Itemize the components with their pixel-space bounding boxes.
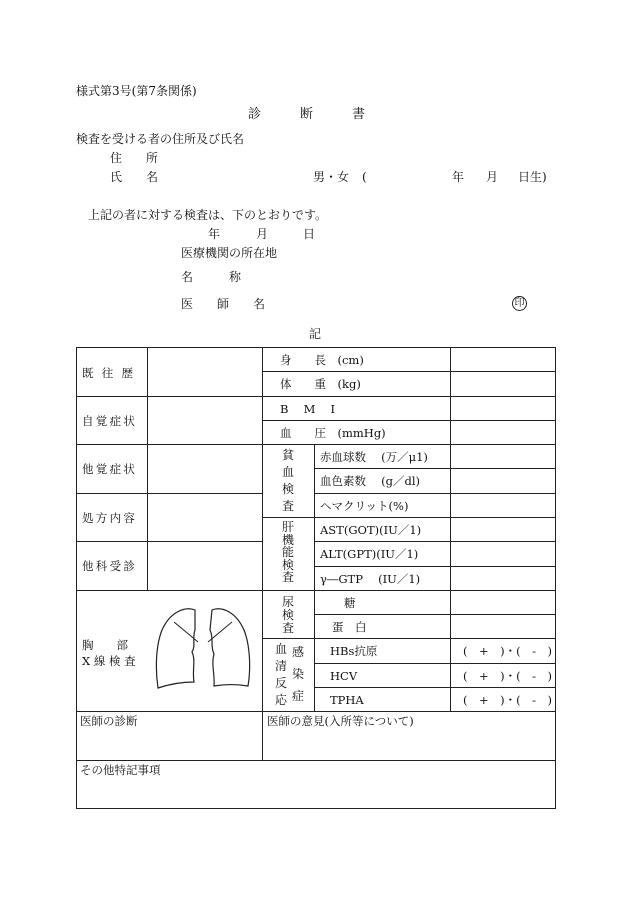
weight-label: 体 重 (kg) bbox=[280, 377, 361, 391]
address-label: 住 所 bbox=[110, 151, 159, 165]
doctor-diagnosis-label: 医師の診断 bbox=[80, 714, 138, 728]
subjective-symptoms-label: 自覚症状 bbox=[82, 414, 138, 428]
urine-sugar-label: 糖 bbox=[344, 596, 356, 610]
date-year-label: 年 bbox=[208, 227, 221, 241]
other-notes-label: その他特記事項 bbox=[80, 763, 161, 777]
other-dept-label: 他科受診 bbox=[82, 559, 138, 573]
height-label: 身 長 (cm) bbox=[280, 353, 364, 367]
hcv-label: HCV bbox=[330, 669, 358, 683]
hbs-result-selector[interactable]: ( + )・( - ) bbox=[463, 644, 552, 658]
statement: 上記の者に対する検査は、下のとおりです。 bbox=[88, 208, 328, 222]
birth-open-paren: ( bbox=[362, 170, 367, 184]
institution-name-label: 名 称 bbox=[181, 270, 242, 284]
prescription-label: 処方内容 bbox=[82, 511, 138, 525]
chest-label: 胸 部 bbox=[82, 638, 128, 652]
name-label: 氏 名 bbox=[110, 170, 159, 184]
hcv-result-selector[interactable]: ( + )・( - ) bbox=[463, 669, 552, 683]
bmi-label: B M I bbox=[280, 402, 336, 416]
objective-symptoms-label: 他覚症状 bbox=[82, 462, 138, 476]
hbs-label: HBs抗原 bbox=[330, 644, 378, 658]
serum-reaction-label: 血 清 反 応 bbox=[274, 642, 287, 707]
past-history-label: 既 往 歴 bbox=[82, 366, 136, 380]
xray-label: X 線 検 査 bbox=[82, 654, 136, 668]
birth-year-label: 年 bbox=[452, 170, 465, 184]
ggtp-label: γ―GTP (IU／1) bbox=[320, 572, 421, 586]
urine-protein-label: 蛋 白 bbox=[332, 620, 367, 634]
ki-heading: 記 bbox=[309, 327, 322, 341]
lung-diagram-icon bbox=[150, 600, 260, 695]
tpha-label: TPHA bbox=[330, 693, 364, 707]
hematocrit-label: ヘマクリット(%) bbox=[320, 499, 409, 513]
liver-test-label: 肝 機 能 検 査 bbox=[281, 520, 294, 584]
tpha-result-selector[interactable]: ( + )・( - ) bbox=[463, 693, 552, 707]
applicant-heading: 検査を受ける者の住所及び氏名 bbox=[76, 132, 245, 146]
rbc-label: 赤血球数 (万／μ1) bbox=[320, 450, 428, 464]
doctor-opinion-label: 医師の意見(入所等について) bbox=[267, 714, 414, 728]
seal-icon: 印 bbox=[512, 296, 527, 311]
birth-day-label: 日生) bbox=[518, 170, 547, 184]
sex-selector[interactable]: 男・女 bbox=[313, 170, 350, 184]
date-day-label: 日 bbox=[303, 227, 316, 241]
date-month-label: 月 bbox=[256, 227, 269, 241]
urine-test-label: 尿 検 査 bbox=[281, 595, 294, 635]
infection-label: 感 染 症 bbox=[291, 645, 304, 703]
doctor-name-label: 医 師 名 bbox=[181, 297, 266, 311]
alt-label: ALT(GPT)(IU／1) bbox=[320, 547, 419, 561]
hemoglobin-label: 血色素数 (g／dl) bbox=[320, 474, 421, 488]
ast-label: AST(GOT)(IU／1) bbox=[320, 523, 422, 537]
form-number: 様式第3号(第7条関係) bbox=[76, 84, 197, 98]
institution-location-label: 医療機関の所在地 bbox=[181, 246, 278, 260]
anemia-test-label: 貧 血 検 査 bbox=[281, 448, 294, 513]
birth-month-label: 月 bbox=[486, 170, 499, 184]
document-title: 診 断 書 bbox=[248, 107, 366, 122]
blood-pressure-label: 血 圧 (mmHg) bbox=[280, 426, 386, 440]
